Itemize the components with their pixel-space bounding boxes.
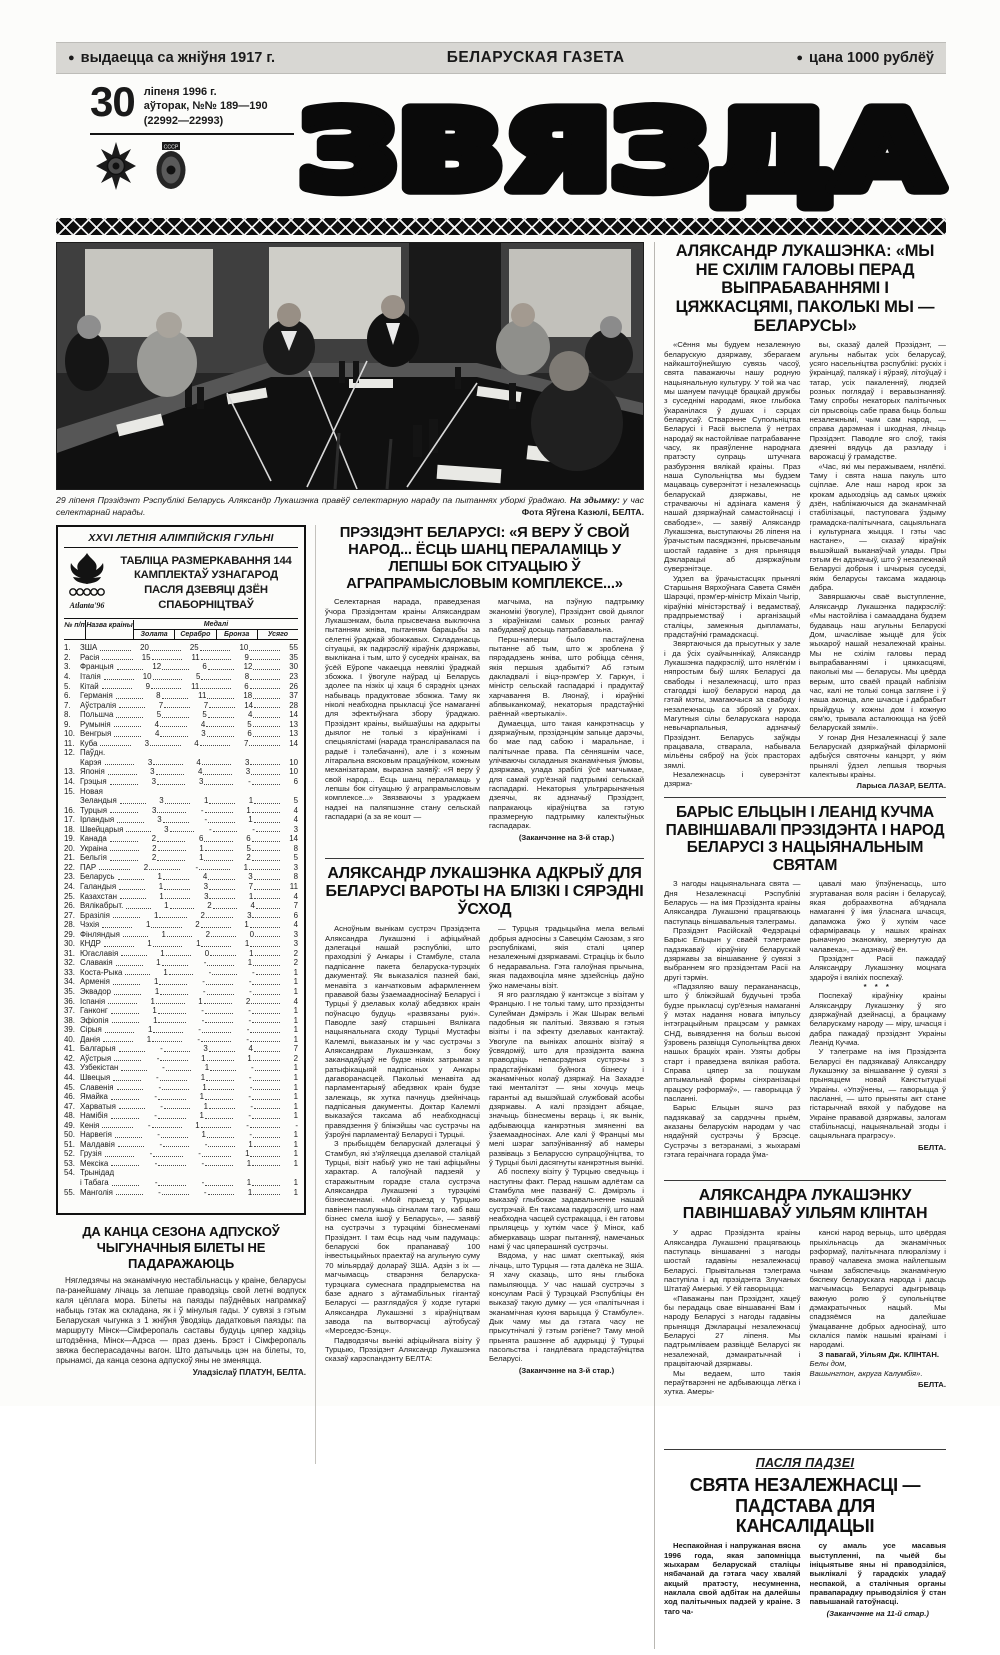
svg-text:Atlanta'96: Atlanta'96	[69, 601, 105, 611]
article-column	[325, 597, 480, 849]
medal-row: 54. Трынідад	[64, 1168, 115, 1178]
medal-row: 29. Фінляндыя 1 2 0 3	[64, 929, 299, 939]
medal-row: 12. Паўдн.	[64, 748, 106, 758]
article-column	[810, 1541, 947, 1649]
paragraph: «Сёння мы будуем незалежную беларускую дзяржаву, зберагаем найкаштоўнейшую сувязь часоў, свята паважаючы нашу родную нацыянальную культуру. У той жа час мы шануем пачуццё брацкай дружбы з суседнімі народамі, якое глыбока ўкаранілася ў душах і сэрцах беларусаў. Стварэнне Супольніцтва Беларусі і Расіі выспела ў нетрах народаў як настойлівае патрабаванне часу, як праяўленне народнага пратэсту супраць штучнага разбурэння вялікай краіны. Праз наша Супольніцтва мы будзем мацаваць суверэнітэт і незалежнасць беларускай дзяржавы, не страчваючы ні адзінага каменя ў нашай дзяржаўнай самастойнасці і свабодзе», — заявіў Аляксандр Лукашэнка, выступаючы 26 ліпеня на ўрачыстым пасяджэнні, прысвечаным шостай гадавіне з дня прыняцця Дэкларацыі аб дзяржаўным суверэнітэце.	[664, 340, 801, 574]
olympics-title: ТАБЛІЦА РАЗМЕРКАВАННЯ 144 КАМПЛЕКТАЎ УЗНАГАРОД ПАСЛЯ ДЗЕВЯЦІ ДЗЁН СПАБОРНІЦТВАЎ	[120, 554, 292, 612]
article-yeltsin-kuchma	[664, 797, 946, 1171]
paragraph: канскі народ верыць, што цвёрдая прыхільнасць да эканамічных рэформаў, палітычнага плюралізму і правоў чалавека зможа найлепшым чынам забяспечыць эканамічную бяспеку беларускага народа і дасць магчымасць Беларусі адыгрываць важную ролю ў супольніцтве дэмакратычных нацый. Мы спадзяёмся на далейшае ўмацаванне добрых адносінаў, што склаліся паміж нашымі краінамі і народамі.	[809, 1228, 946, 1350]
paragraph: Мы ведаем, што такія пераўтварэнні не адбываюцца лёгка і хутка. Амеры-	[664, 1368, 801, 1397]
medal-row: 22. ПАР 2 - 1 3	[64, 862, 299, 872]
newspaper-logo	[294, 82, 946, 214]
medal-row: 49. Кенія - 1 - -	[64, 1120, 298, 1130]
medal-row: 38. Эфіопія 1 - - 1	[64, 1015, 298, 1025]
medal-row: і Табага - - 1 1	[80, 1177, 298, 1187]
meeting-photo	[56, 242, 644, 490]
paragraph: Я яго разглядаю ў кантэксце з візітам у Францыю. І не толькі таму, што прэзідэнты Сулейман Дэмірэль і Жак Шырак вельмі падобныя як палітыкі. Звязваю я гэтыя візіты і па эфекту дзелавых кантактаў. Увогуле па выніках апошніх візітаў я ўсвядоміў, што для прэзідэнта важна праводзіць непасрэдныя сустрэчы з прадстаўнікамі буйнога бізнесу і эканамічных колаў дзяржаў. На Захадзе такі менталітэт — яны хочуць мець гарантыі ад вышэйшай службовай асобы дзяржавы. А калі прэзідэнт абяцае, значыць бізнесмены вераць і, як вынік, адбываюцца канкрэтныя змяненні ва ўзаемаадносінах. Але калі ў Францыі мы мелі шэраг запэўніванняў аб намеры развіваць з Беларуссю супрацоўніцтва, то ў Турцыі былі дасягнуты канкрэтныя вынікі.	[489, 989, 644, 1168]
article-title: ПРЭЗІДЭНТ БЕЛАРУСІ: «Я ВЕРУ Ў СВОЙ НАРОД... ЁСЦЬ ШАНЦ ПЕРАЛАМІЦЬ У ЛЕПШЫ БОК СІТУАЦЫЮ Ў АГРАПРАМЫСЛОВЫМ КОМПЛЕКСЕ...»	[339, 525, 630, 592]
paragraph: Аб поспеху візіту ў Турцыю сведчыць і наступны факт. Перад нашым адлётам са Стамбула мне пазваніў С. Дэмірэль і выказаў глыбокае задавальненне нашай сустрэчай. Ён таксама падкрэсліў, што нам неабходна часцей сустракацца, і ён гатовы прыляцець у хуткім часе ў Мінск, каб абмеркаваць шэраг пытанняў, намечаных намі ў час цяперашняй сустрэчы.	[489, 1167, 644, 1252]
medal-row: 7. Аўстралія 7 7 14 28	[64, 700, 298, 710]
col-country: Назва краіны	[86, 620, 134, 639]
medal-row: 15. Новая	[64, 786, 103, 796]
paragraph: магчыма, на пэўную падтрымку эканомікі ўвогуле), Прэзідэнт свой дыялог з кіраўнікамі самых розных рангаў пабудаваў досыць патрабавальна.	[489, 597, 644, 635]
ornament-border	[56, 218, 946, 235]
paragraph: Неспакойная і напружаная вясна 1996 года, якая запомніцца жыхарам беларускай сталіцы нябачанай да гэтага часу хваляй акцый пратэсту, несумненна, наклала свой адбітак на далейшы ход палітычных падзей у краіне. З таго ча-	[664, 1541, 801, 1616]
medal-row: 23. Беларусь 1 4 3 8	[64, 872, 299, 882]
col-medals: Медалі	[134, 620, 298, 630]
paragraph: Прэзідэнт Расійскай Федэрацыі Барыс Ельцын у сваёй тэлеграме падзякаваў кіраўніку беларускай дзяржавы за віншаванне ў сувязі з выбраннем яго прэзідэнтам Расіі на другі тэрмін.	[664, 925, 801, 982]
caption-label: На здымку:	[569, 495, 620, 505]
paragraph: Селектарная нарада, праведзеная ўчора Прэзідэнтам краіны Аляксандрам Лукашэнкам, была прысвечана выключна пытанням жніва, пытанням барацьбы за сёлетні ўраджай збожжавых. Складанасць сітуацыі, як падкрэсліў кіраўнік дзяржавы, выклікана і тым, што ў суседніх краінах, ва ўсёй Еўропе чакаецца невялікі ўраджай збожжа. І ўвогуле наўрад ці Беларусь здолее па нізкіх ці хаця б сярэдніх цэнах набываць прадуктовае збожжа. Таму як ніколі неабходна прыкласці ўсе намаганні для эфектыўнага збору ўраджаю. Прэзідэнт краіны, выйшаўшы на адкрыты дыялог не толькі з кіраўнікамі і спецыялістамі (нарада трансліравалася па радыё і тэлебачанні), але і з кожным літаральна вясковым працаўніком, кожным механізатарам, выразна заявіў: «Я веру ў свой народ... Ёсць шанц пераламаць у лепшы бок сітуацыю ў аграпрамысловым комплексе...» Звязваючы з ураджаем надзеі на паляпшэнне стану сельскай гаспадаркі (а за яе кошт —	[325, 597, 480, 822]
medal-row: 33. Коста-Рыка 1 - - 1	[64, 967, 298, 977]
photo-caption	[56, 494, 644, 518]
paragraph: Ларыса ЛАЗАР, БЕЛТА.	[856, 781, 946, 791]
article-turkey	[325, 858, 644, 1424]
paragraph: У адрас Прэзідэнта краіны Аляксандра Лукашэнкі працягваюць паступаць віншаванні з нагоды шостай гадавіны незалежнасці Беларусі. Прывітальная тэлеграма паступіла і ад прэзідэнта Злучаных Штатаў Амерыкі. У ёй гаворыцца:	[664, 1228, 801, 1294]
issue-date-line1: ліпеня 1996 г.	[143, 86, 217, 98]
medal-row: 42. Аўстрыя - 1 1 2	[64, 1053, 298, 1063]
medal-table-rows	[64, 640, 298, 1197]
paragraph: (Заканчэнне на 11-й стар.)	[826, 1608, 929, 1618]
col-number: № п/п	[64, 620, 86, 639]
col-gold: Золата	[134, 630, 175, 639]
paragraph: Думаецца, што такая канкрэтнасць у дзяржаўным, прэзідэнцкім запыце дарэчы, бо мае пад сабою і маральнае, і палітычнае права. Па сённяшнім часе, улічваючы складаныя эканамічныя ўмовы, дзяржава, улада зрабілі ўсё магчымае, для самай сур'ёзнай падтрымкі сельскай гаспадаркі. Некаторыя ультрарыначныя дзеячы, як адзначыў Прэзідэнт, папракаюць кіраўніцтва за гэтую празмерную падтрымку калектыўных гаспадарак.	[489, 718, 644, 831]
issue-block	[56, 78, 294, 214]
col-total: Усяго	[267, 631, 288, 639]
issue-number: аўторак, №№ 189—190	[143, 100, 268, 113]
paragraph: «Паважаны пан Прэзідэнт, хацеў бы перадаць свае віншаванні Вам і народу Беларусі з нагоды гадавіны прыняцця Дэкларацыі незалежнасці Беларусі 27 ліпеня. Мы падтрымліваем развіццё Беларусі як незалежнай, дэмакратычнай і працвітаючай дзяржавы.	[664, 1293, 801, 1369]
article-column	[664, 1228, 801, 1440]
paragraph: БЕЛТА.	[918, 1142, 946, 1152]
medal-row: 21. Бельгія 2 1 2 5	[64, 853, 298, 863]
article-kicker: ПАСЛЯ ПАДЗЕІ	[755, 1456, 855, 1471]
caption-text: 29 ліпеня Прэзідэнт Рэспублікі Беларусь Аляксандр Лукашэнка правёў селектарную нараду па пытаннях уборкі ўраджаю.	[56, 495, 567, 505]
medal-row: 37. Ганконг 1 - - 1	[64, 1006, 298, 1016]
article-column	[810, 1228, 947, 1440]
paragraph: Перш-наперш было пастаўлена пытанне аб тым, што ж зроблена ў пярэдадзень жніва, што робіцца сёння, якія першыя здабыткі? Аб гэтым дакладвалі і віцэ-прэм'ер У. Гаркун, і міністр сельскай гаспадаркі і прадуктаў харчавання В. Ляонаў, і кіраўнікі аблвыканкомаў, некаторыя прадстаўнікі раённай «вертыкалі».	[489, 634, 644, 719]
article-column	[325, 924, 480, 1424]
medal-row: 4. Італія 10 5 8 23	[64, 671, 298, 681]
paragraph: З нагоды нацыянальнага свята — Дня Незалежнасці Рэспублікі Беларусь — на імя Прэзідэнта краіны Аляксандра Лукашэнкі працягваюць паступаць віншавальныя тэлеграмы.	[664, 879, 801, 926]
medal-row: 17. Ірландыя 3 - 1 4	[64, 815, 299, 825]
paragraph: Барыс Ельцын яшчэ раз падзякаваў за сардэчны прыём, аказаны беларускім народам у час нядаўняй сустрэчы ў Брэсце. Сустрэчы з ветэранамі, з жыхарамі гэтага гераічнага горада ўма-	[664, 1103, 801, 1160]
article-title: БАРЫС ЕЛЬЦЫН І ЛЕАНІД КУЧМА ПАВІНШАВАЛІ ПРЭЗІДЭНТА І НАРОД БЕЛАРУСІ З НАЦЫЯНАЛЬНЫМ СВЯТАМ	[665, 804, 945, 874]
medal-row: 30. КНДР 1 1 1 3	[64, 939, 299, 949]
medal-row: 50. Нарвегія - 1 - 1	[64, 1130, 298, 1140]
medal-row: 43. Узбекістан - 1 - 1	[64, 1063, 299, 1073]
order-badge-icon	[152, 142, 190, 192]
article-column	[664, 1541, 801, 1649]
medal-row: 6. Германія 8 11 18 37	[64, 691, 299, 701]
medal-row: 47. Харватыя - 1 - 1	[64, 1101, 298, 1111]
article-clinton	[664, 1180, 946, 1440]
article-agro	[325, 525, 644, 849]
paragraph: вы, сказаў далей Прэзідэнт, — агульны набытак усіх беларусаў, усяго насельніцтва рэспублікі: рускіх і ўкраінцаў, палякаў і яўрэяў, літоўцаў і татар, усіх пакаленняў, людзей розных поглядаў і веравызнанняў. Таму спробы некаторых палітычных сіл прысвоіць сабе права быць больш незалежнымі, чым сам народ, — справа дарэмная і шкодная, лічыць Прэзідэнт. Паводле яго слоў, такія дзеянні вядуць да разладу і варожасці ў грамадстве.	[809, 340, 946, 462]
medal-row: 36. Іспанія 1 1 2 4	[64, 996, 298, 1006]
medal-row: 52. Грузія - - 1 1	[64, 1149, 299, 1159]
paragraph: Белы дом,	[809, 1359, 847, 1369]
logo-text: ЗВЯЗДА	[298, 88, 942, 214]
medal-row: 5. Кітай 9 11 6 26	[64, 681, 298, 691]
paragraph: Вядома, у нас шмат скептыкаў, якія лічаць, што Турцыя — гэта далёка не ЗША. Я хачу сказаць, што яны глыбока памыляюцца. У час нашай сустрэчы з консулам Расіі ў Турэцкай Рэспубліцы ён выказаў такую думку — уся «палітычная і эканамічная кухня варыцца ў Стамбуле». Дык чаму мы да гэтага часу не прысутнічалі ў гэтым рэгіёне? Таму мной прынята рашэнне аб адкрыцці ў Турцыі пасольства і гандлёвага прадстаўніцтва Беларусі.	[489, 1251, 644, 1364]
paragraph: «Час, які мы перажываем, нялёгкі. Таму і свята наша пакуль што сціплае. Але наш народ крок за крокам адыходзіць ад самых цяжкіх дзён, набліжаючыся да эканамічнай стабілізацыі, паступовага ўздыму грамадска-палітычнага, сацыяльнага і культурнага жыцця. І гэты час настане», — сказаў кіраўнік вышэйшай выканаўчай улады. Пры гэтым ён адзначыў, што ў незалежнай Беларусі добрыя і шчырыя суседзі, якім беларусы таксама жадаюць дабра.	[809, 461, 946, 593]
masthead	[56, 78, 946, 214]
price-label: ● цана 1000 рублёў	[796, 50, 934, 66]
article-consolidation	[664, 1449, 946, 1649]
paragraph: Незалежнасць і суверэнітэт дзяржа-	[664, 770, 801, 789]
issue-date	[144, 82, 268, 128]
medal-row: 48. Намібія - 1 - 1	[64, 1111, 298, 1121]
medal-row: 53. Мексіка - - 1 1	[64, 1158, 298, 1168]
medal-row: 18. Швейцарыя 3 - - 3	[64, 824, 298, 834]
medal-row: 32. Славакія 1 - 1 2	[64, 958, 298, 968]
medal-row: 2. Расія 15 11 9 35	[64, 652, 298, 662]
article-column	[56, 1276, 306, 1464]
medal-row: 10. Венгрыя 4 3 6 13	[64, 729, 298, 739]
medal-row: 19. Канада 2 6 6 14	[64, 834, 298, 844]
paragraph: З павагай, Уільям Дж. КЛІНТАН.	[818, 1349, 940, 1359]
svg-text:СССР: СССР	[163, 144, 179, 151]
paragraph: У тэлеграме на імя Прэзідэнта Беларусі ён падзякаваў Аляксандру Лукашэнку за віншаванне ў сувязі з прыняццем новай Канстытуцыі Украіны. «Упэўнены, — гаворыцца ў пасланні, — што прыняты акт стане гістарычнай вяхой у пабудове на Украіне прававой дзяржавы, залогам стабільнасці, нацыянальнай згоды і сацыяльнага прагрэсу».	[809, 1047, 946, 1141]
founded-label: ● выдаецца са жніўня 1917 г.	[68, 50, 275, 66]
medal-row: Зеландыя 3 1 1 5	[80, 796, 298, 806]
medal-row: 11. Куба 3 4 7 14	[64, 738, 298, 748]
paragraph: Уладзіслаў ПЛАТУН, БЕЛТА.	[192, 1368, 306, 1378]
medal-row: Карэя 3 4 3 10	[80, 757, 299, 767]
caption-rest: у час селектарнай нарады.	[56, 495, 645, 518]
article-column	[489, 924, 644, 1424]
medal-row: 1. ЗША 20 25 10 55	[64, 643, 299, 653]
paragraph: З прыбыццём беларускай дэлегацыі ў Стамбул, які з'яўляецца дзелавой сталіцай Турцыі, візіт набыў ужо не такі афіцыйны характар. А галоўнай падзеяй у старажытным горадзе стала сустрэча Аляксандра Лукашэнкі з турэцкімі бізнесменамі. «Мой прыезд у Турцыю павінен паслужыць сігналам таго, каб ваш бізнес смела ішоў у Беларусь», — заявіў на сустрэчы з турэцкімі бізнесменамі Прэзідэнт. І там ёсць над чым падумаць: беларускі бок прапанаваў 100 інвестыцыйных праектаў на агульную суму 70 мільярдаў долараў ЗША. Адзін з іх — магчымасць стварэння беларуска-турэцкага сумеснага прадпрыемства на базе аднаго з аўтамабільных гігантаў Беларусі — разглядаўся ў ходзе гутаркі Аляксандра Лукашэнкі з кіраўніцтвам завода па вытворчасці аўтобусаў «Мерседэс-Бэнц».	[325, 1139, 480, 1336]
col-bronze: Бронза	[217, 630, 258, 639]
medal-row: 40. Данія 1 - - 1	[64, 1034, 298, 1044]
medal-row: 20. Украіна 2 1 5 8	[64, 843, 299, 853]
top-info-bar	[56, 42, 946, 74]
paragraph: Удзел ва ўрачыстасцях прынялі Старшыня Вярхоўнага Савета Сямён Шарэцкі, прэм'ер-міністр Міхаіл Чыгір, кіраўнікі міністэрстваў і ведамстваў, прадпрыемстваў і арганізацый сталіцы, замежныя дыпламаты, прадстаўнікі грамадскасці.	[664, 573, 801, 639]
article-rail-tickets	[56, 1224, 306, 1464]
paragraph: Падводзячы вынікі афіцыйнага візіту ў Турцыю, Прэзідэнт Аляксандр Лукашэнка сказаў карэспандэнту БЕЛТА:	[325, 1335, 480, 1364]
paragraph: БЕЛТА.	[918, 1379, 946, 1389]
medal-row: 28. Чэхія 1 2 1 4	[64, 920, 298, 930]
medal-row: 13. Японія 3 4 3 10	[64, 767, 298, 777]
medal-row: 46. Ямайка - 1 - 1	[64, 1092, 298, 1102]
article-independence-speech	[664, 242, 946, 791]
medal-row: 51. Малдавія - - 1 1	[64, 1139, 298, 1149]
paragraph: «Падзяляю вашу перакананасць, што ў бліжэйшай будучыні трэба будзе прыкласці сур'ёзныя намаганні ў мэтах надання новага імпульсу інтэграцыйным працэсам у рамках СНД, вывядзення на больш высокі ўзровень развіцця Супольніцтва двюх нашых брацкіх краін. Узяты добры старт і праведзена вялікая работа. Справа цяпер за пошукам аптымальнай формы сінхранізацыі працэсу рэформаў», — гаворыцца ў пасланні.	[664, 981, 801, 1104]
article-column	[489, 597, 644, 849]
paragraph: — Турцыя традыцыйна мела вельмі добрыя адносіны з Савецкім Саюзам, з яго рэспублікамі, якія сталі цяпер незалежнымі дзяржавамі. Страціць іх было б недаравальна. Гэта галоўная прычына, якая падахвоціла мяне здзейсніць даўно ўжо намечаны візіт.	[489, 924, 645, 990]
medal-row: 24. Галандыя 1 3 7 11	[64, 882, 298, 892]
paragraph: Звяртаючыся да прысутных у зале і да ўсіх суайчыннікаў, Аляксандр Лукашэнка падкрэсліў, што нялёгкім і няпростым быў шлях Беларусі да свабоды і незалежнасці, што праз стагоддзі ішоў беларускі народ да гэтай мэты, змагаючыся за свабоду і незалежнасць са зброяй у руках. Магутныя сілы беларускага народа невычарпальныя, адзначыў Прэзідэнт. Беларусь заўжды працавала, стварала, набывала мільёны сяброў на ўсіх прасторах зямлі.	[664, 639, 801, 770]
paragraph: Асноўным вынікам сустрэч Прэзідэнта Аляксандра Лукашэнкі і афіцыйнай дэлегацыі нашай рэспублікі, што праходзілі ў Анкары і Стамбуле, стала падпісанне пакета беларуска-турэцкіх дакументаў. Як выказаліся пазней бакі, менавіта з канчатковым афармленнем прававой базы ўзаемаадносінаў Беларусі і Турцыі ў дзелавых колаў абедзвюх краін поўнасцю будуць «развязаны рукі». Паводле заяў старшыні Вялікага нацыянальнага сходу Турцыі Мустафы Калемлі, выказаных ім у час сустрэчы з Аляксандрам Лукашэнкам, з боку заканадаўцаў не будзе ніякіх затрымак з ратыфікацыяй падпісаных у Анкары дагаворанасцей. Паколькі менавіта ад парламентарыяў абедзвюх краін будзе залежаць, як хутка пачнуць дзейнічаць падпісаныя дакументы. Доктар Калемлі выказаўся таксама аб неабходнасці правядзення ў бліжэйшы час сустрэчы на ўзроўні парламентаў Беларусі і Турцыі.	[325, 924, 480, 1140]
paragraph: (Заканчэнне на 3-й стар.)	[518, 1365, 615, 1375]
paragraph: У гонар Дня Незалежнасці ў зале Беларускай дзяржаўнай філармоніі адбыўся святочны канцэрт, у якім прынялі ўдзел лепшыя творчыя калектывы краіны.	[809, 732, 946, 780]
article-column	[664, 879, 801, 1171]
order-star-icon	[96, 142, 136, 190]
paragraph: цавалі маю ўпэўненасць, што згуртаваная воля расіян і беларусаў, якая добраахвотна аб'яднала намаганні ў імя ўласнага шчасця, дапаможа ўжо ў хуткім часе сфарміраваць у нашых краінах рыначную эканоміку, звернутую да чалавека», — адзначыў ён.	[809, 879, 946, 954]
article-title: СВЯТА НЕЗАЛЕЖНАСЦІ — ПАДСТАВА ДЛЯ КАНСАЛІДАЦЫІ	[689, 1475, 921, 1537]
medal-row: 45. Славенія - 1 - 1	[64, 1082, 299, 1092]
article-title: АЛЯКСАНДР ЛУКАШЭНКА: «МЫ НЕ СХІЛІМ ГАЛОВЫ ПЕРАД ВЫПРАБАВАННЯМІ І ЦЯЖКАСЦЯМІ, ПАКОЛЬКІ МЫ — БЕЛАРУСЫ»	[675, 242, 935, 335]
article-column	[809, 340, 947, 791]
col-silver: Серабро	[175, 630, 216, 639]
medal-row: 55. Манголія - - 1 1	[64, 1187, 299, 1197]
article-column	[664, 340, 801, 788]
article-column	[810, 879, 947, 1171]
paragraph: * * *	[863, 981, 892, 991]
paragraph: Прэзідэнт Расіі пажадаў Аляксандру Лукашэнку моцнага здароўя і вялікіх поспехаў.	[809, 953, 946, 982]
paragraph: Вашынгтон, акруга Калумбія».	[809, 1368, 923, 1378]
medal-row: 16. Турцыя 3 - 1 4	[64, 805, 299, 815]
medal-row: 3. Францыя 12 6 12 30	[64, 662, 298, 672]
medal-row: 26. Вялікабрыт. 1 2 4 7	[64, 901, 299, 911]
medal-table-header	[64, 620, 298, 640]
paragraph: (Заканчэнне на 3-й стар.)	[518, 832, 615, 842]
issue-serial: (22992—22993)	[143, 114, 224, 127]
medal-row: 14. Грэцыя 3 3 - 6	[64, 777, 299, 786]
paragraph: Завяршаючы сваё выступленне, Аляксандр Лукашэнка падкрэсліў: «Мы настойліва і самааддана будзем будаваць наш агульны Беларускі Дом, шчаслівае жыццё для ўсіх жыхароў нашай незалежнай краіны. Мы не схілім галовы перад выпрабаваннямі і цяжкасцямі, паколькі мы — беларусы. Мы цвёрда верым, што сваёй працай наблізім час, калі не толькі сонца загляне і ў наша аконца, але шчасце і дабрабыт прыйдуць у кожны дом і кожную сям'ю, трывала асталююцца на ўсёй беларускай зямлі».	[809, 592, 946, 733]
medal-row: 44. Швецыя - 1 - 1	[64, 1072, 298, 1082]
medal-row: 27. Бразілія 1 2 3 6	[64, 910, 298, 920]
issue-day: 30	[90, 78, 135, 125]
paragraph: су амаль усе масавыя выступленні, па чыёй бы ініцыятыве яны ні праводзіліся, выклікалі ў гарадскіх уладаў неспакой, а сталічныя органы правапарадку прыводзіліся ў стан павышанай гатоўнасці.	[809, 1541, 946, 1607]
newspaper-type-label: БЕЛАРУСКАЯ ГАЗЕТА	[446, 49, 625, 66]
photo-credit: Фота Яўгена Казюлі, БЕЛТА.	[521, 507, 644, 518]
medal-row: 9. Румынія 4 4 5 13	[64, 719, 298, 729]
article-title: ДА КАНЦА СЕЗОНА АДПУСКОЎ ЧЫГУНАЧНЫЯ БІЛЕТЫ НЕ ПАДАРАЖАЮЦЬ	[82, 1224, 280, 1271]
olympics-medal-box	[56, 525, 306, 1215]
medal-row: 34. Арменія 1 - - 1	[64, 977, 298, 987]
medal-row: 31. Югаславія 1 0 1 2	[64, 948, 298, 958]
medal-row: 41. Балгарыя - 3 4 7	[64, 1044, 298, 1054]
medal-row: 8. Польшча 5 5 4 14	[64, 710, 298, 720]
olympic-torch-icon	[64, 552, 110, 614]
medal-row: 39. Сірыя 1 - - 1	[64, 1025, 298, 1035]
medal-row: 35. Эквадор 1 - - 1	[64, 987, 298, 997]
article-title: АЛЯКСАНДРА ЛУКАШЭНКУ ПАВІНШАВАЎ УІЛЬЯМ КЛІНТАН	[682, 1187, 928, 1223]
olympics-rubric: XXVI ЛЕТНІЯ АЛІМПІЙСКІЯ ГУЛЬНІ	[64, 531, 298, 548]
issue-divider	[90, 133, 294, 135]
article-title: АЛЯКСАНДР ЛУКАШЭНКА АДКРЫЎ ДЛЯ БЕЛАРУСІ ВАРОТЫ НА БЛІЗКІ І СЯРЭДНІ ЎСХОД	[325, 865, 644, 919]
paragraph: Поспехаў кіраўніку краіны Аляксандру Лукашэнку ў яго дзяржаўнай дзейнасці, а брацкаму беларускаму народу — міру, шчасця і дабра пажадаў прэзідэнт Украіны Леанід Кучма.	[809, 991, 946, 1048]
medal-row: 25. Казахстан 1 3 1 4	[64, 891, 298, 901]
paragraph: Нягледзячы на эканамічную нестабільнасць у краіне, беларусы па-ранейшаму лічаць за лепшае праводзіць свой летні водпуск каля цёплага мора. Білеты на паязды паўднёвых напрамкаў набыць гэтак жа складана, як і ў мінулыя гады. У сувязі з гэтым Беларуская чыгунка з 1 жніўня ўводзіць дадатковыя паязды: па маршруту Мінск—Сімферопаль саставы будуць цяпер хадзіць штодзённа, Мінск—Адэса — праз дзень. Брэст і Сімферопаль звяжа бесперасадачны вагон. Што датычыць цэн на білеты, то, прынамсі, да канца сезона адпускоў яны не зменяцца.	[56, 1276, 306, 1366]
